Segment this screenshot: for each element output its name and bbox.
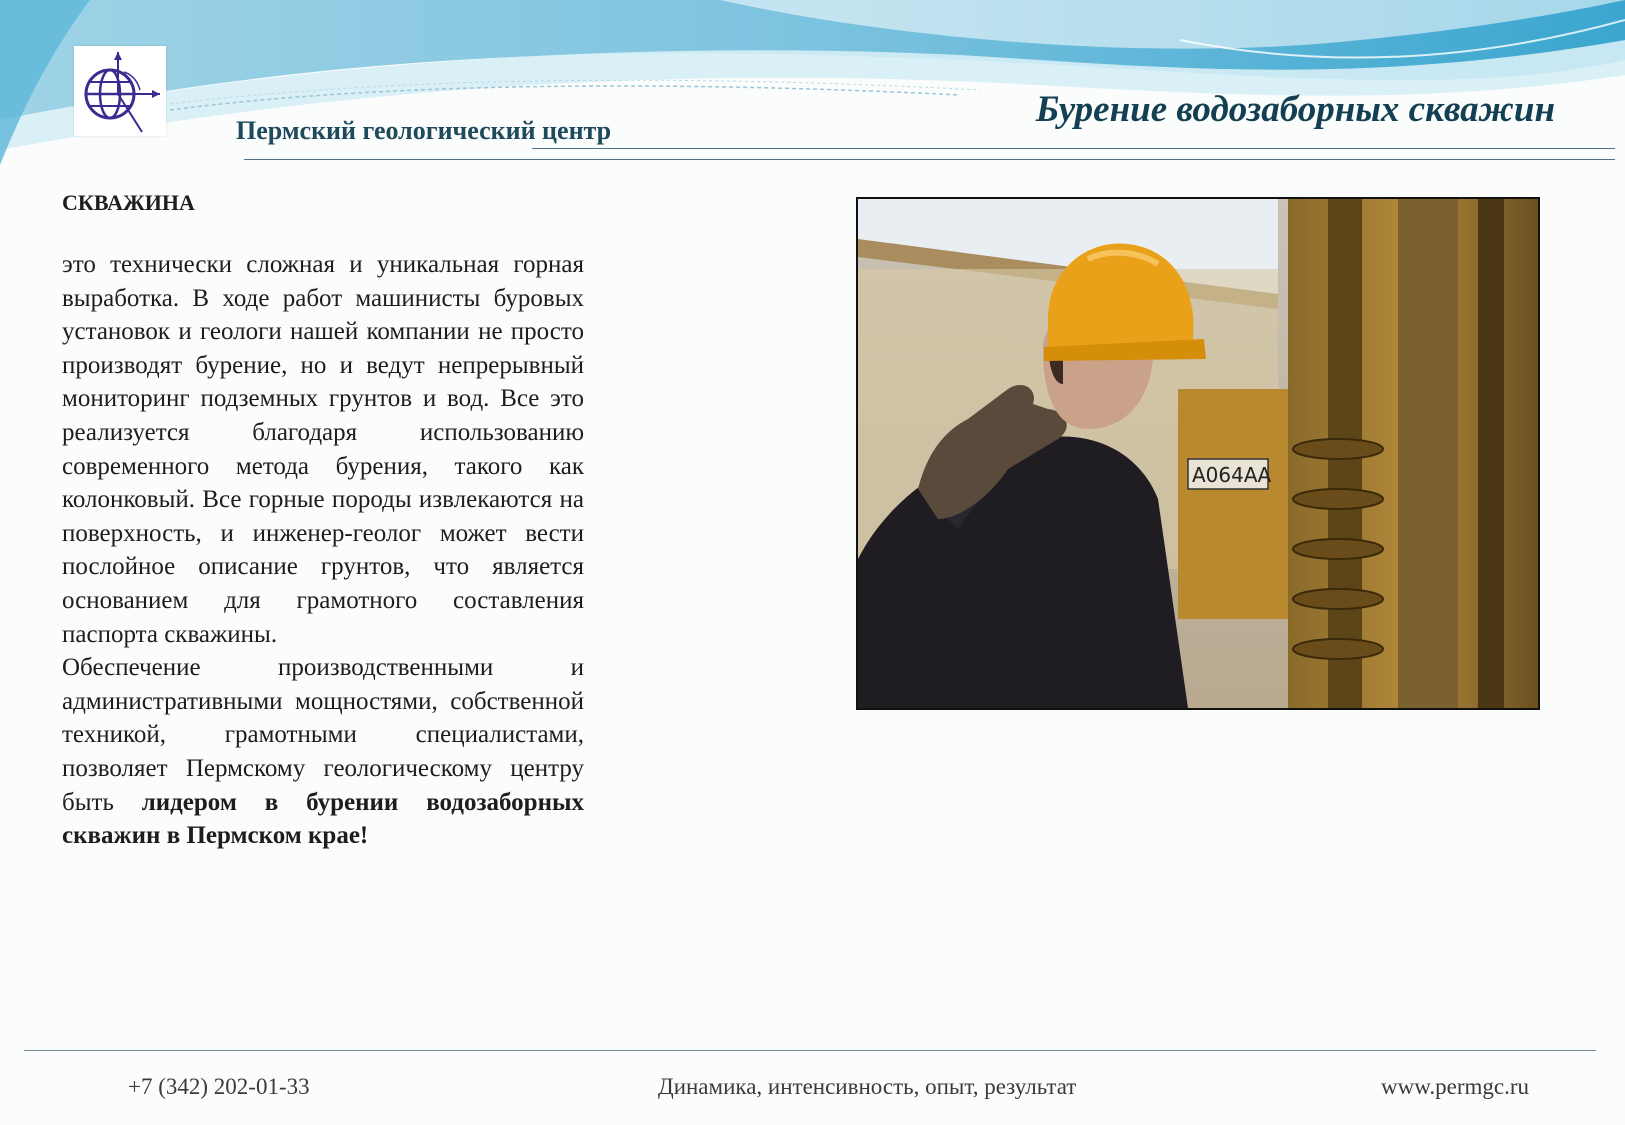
body-text <box>62 248 584 853</box>
company-logo <box>74 46 166 136</box>
photo-plate-number: А064АА <box>1192 463 1272 487</box>
paragraph-leadership-emphasis: лидером в бурении водозаборных скважин в Пермском крае! <box>62 788 584 850</box>
section-heading: СКВАЖИНА <box>62 190 195 215</box>
paragraph-description: это технически сложная и уникальная горная выработка. В ходе работ машинисты буровых установок и геологи нашей компании не просто производят бурение, но и ведут непрерывный мониторинг подземных грунтов и вод. Все это реализуется благодаря использованию современного метода бурения, такого как колонковый. Все горные породы извлекаются на поверхность, и инженер-геолог может вести послойное описание грунтов, что является основанием для грамотного составления паспорта скважины. <box>62 251 584 648</box>
driller-photo <box>856 197 1540 710</box>
paragraph-leadership-plain: Обеспечение производственными и административными мощностями, собственной техникой, грамотными специалистами, позволяет Пермскому геологическому центру быть <box>62 654 584 816</box>
paragraph-leadership <box>62 651 584 853</box>
globe-compass-logo-icon <box>74 46 166 136</box>
driller-photo-image <box>858 199 1538 708</box>
footer-slogan: Динамика, интенсивность, опыт, результат <box>658 1074 1077 1099</box>
page-title: Бурение водозаборных скважин <box>1035 89 1555 130</box>
footer-website-link[interactable]: www.permgc.ru <box>1381 1074 1529 1099</box>
header-divider <box>532 148 1615 149</box>
footer-divider <box>24 1050 1596 1051</box>
footer-phone: +7 (342) 202-01-33 <box>128 1074 310 1099</box>
company-name: Пермский геологический центр <box>236 116 612 145</box>
header-divider <box>244 159 1615 160</box>
